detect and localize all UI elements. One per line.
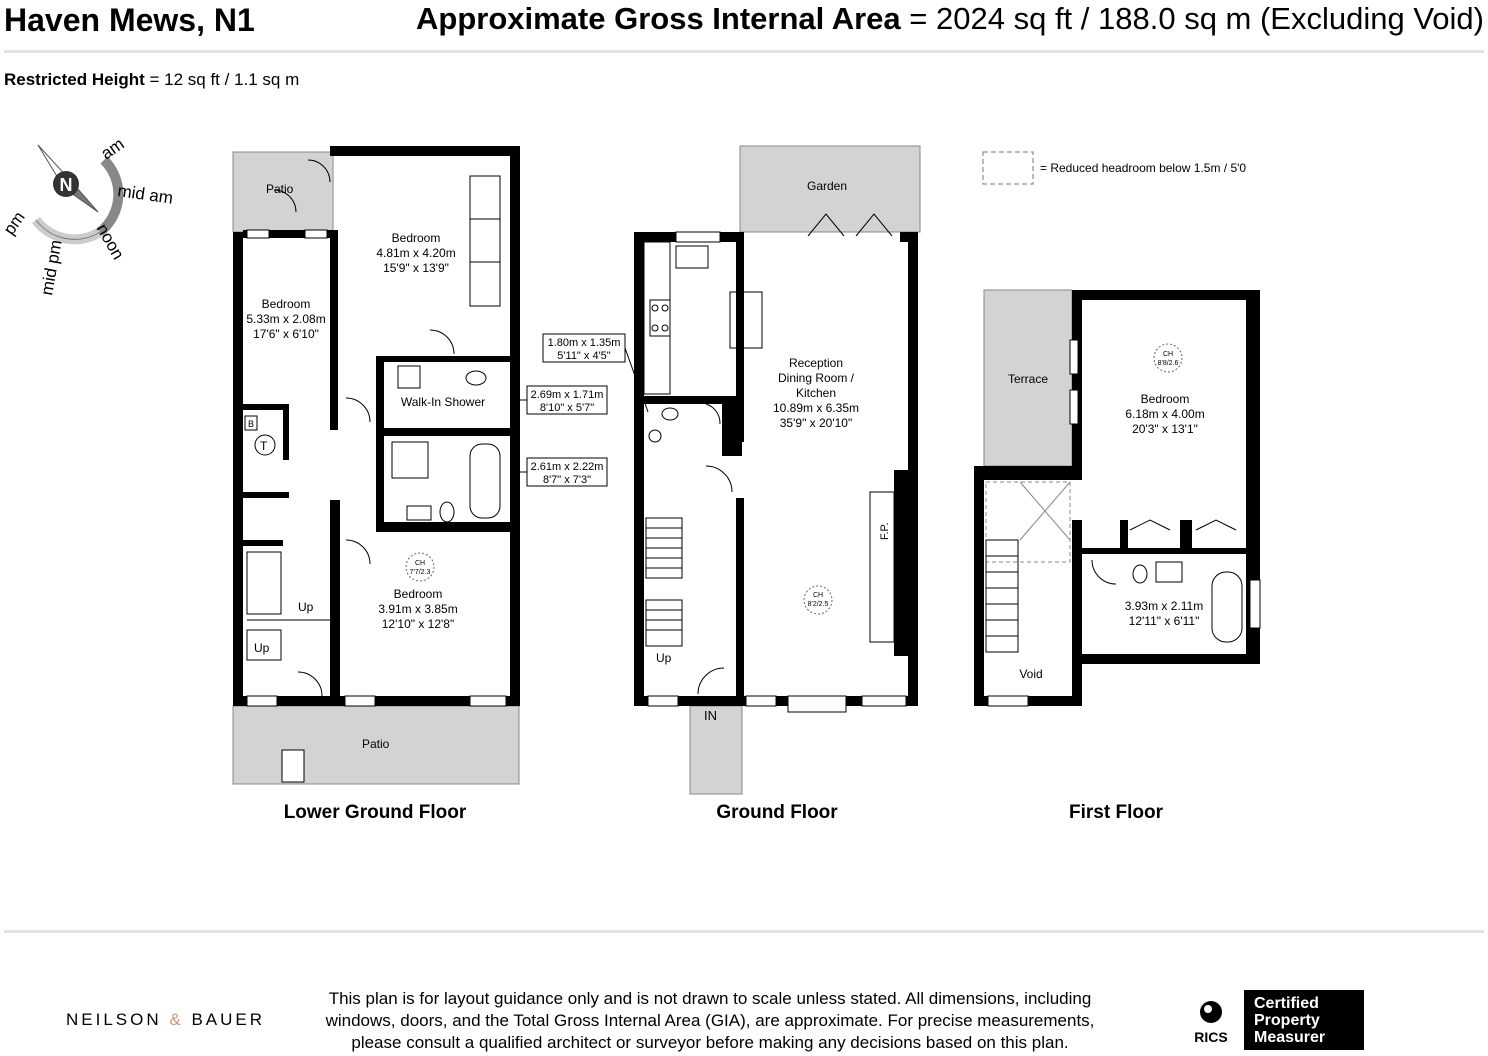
first-floor-plan: [974, 290, 1260, 823]
boiler-label: B: [248, 419, 255, 429]
ch-value-ground: 8'2/2.5: [807, 601, 829, 608]
bedroom2-imperial: 17'6" x 6'10": [253, 327, 319, 341]
patio-stair-hatch: [282, 750, 304, 782]
first-bath-metric: 3.93m x 2.11m: [1124, 599, 1204, 613]
first-bath-imperial: 12'11" x 6'11": [1128, 614, 1200, 628]
rics-logo: [1188, 996, 1234, 1046]
garden-label: Garden: [806, 179, 848, 193]
shower-name: Walk-In Shower: [400, 395, 486, 409]
area-label: Approximate Gross Internal Area: [416, 1, 901, 36]
fireplace: [870, 492, 894, 642]
kitchen-sink: [676, 246, 708, 268]
bedroom3-imperial: 12'10" x 12'8": [381, 617, 455, 631]
bedroom2-metric: 5.33m x 2.08m: [246, 312, 326, 326]
property-title: Haven Mews, N1: [4, 2, 255, 38]
shower-tray: [392, 442, 428, 478]
first-bedroom-metric: 6.18m x 4.00m: [1125, 407, 1205, 421]
ch-value-first: 8'8/2.6: [1157, 360, 1179, 367]
reception-imperial: 35'9" x 20'10": [779, 416, 853, 430]
bedroom3-name: Bedroom: [393, 587, 443, 601]
kitchen-island: [730, 292, 762, 348]
legend-swatch: [983, 152, 1033, 184]
reception-line3: Kitchen: [795, 386, 837, 400]
compass: [0, 134, 174, 297]
ch-marker-lower: [406, 553, 434, 581]
brand-right: BAUER: [191, 1010, 266, 1029]
bathtub: [470, 444, 500, 518]
compass-label-mid-pm: mid pm: [37, 238, 66, 297]
wc-metric: 1.80m x 1.35m: [547, 337, 621, 349]
disclaimer-text: This plan is for layout guidance only and is not drawn to scale unless stated. All dimensions, including windows, doors, and the Total Gross Internal Area (GIA), are approximate. For precise measurements, please consult a qualified architect or surveyor before making any decisions based on this plan.: [325, 989, 1095, 1052]
bedroom3-metric: 3.91m x 3.85m: [378, 602, 458, 616]
brand-logo: [66, 1010, 265, 1030]
lower-ground-floor-plan: [233, 146, 607, 823]
bedroom2-name: Bedroom: [261, 297, 311, 311]
cert-line2: Property: [1254, 1012, 1320, 1029]
ch-marker-first: [1154, 344, 1182, 372]
first-bedroom-imperial: 20'3" x 13'1": [1132, 422, 1198, 436]
terrace-label: Terrace: [1007, 372, 1049, 386]
restricted-label: Restricted Height: [4, 70, 145, 89]
compass-label-am: am: [97, 134, 128, 164]
bedroom1-name: Bedroom: [391, 231, 441, 245]
ground-floor-title: Ground Floor: [716, 802, 838, 823]
cert-line1: Certified: [1254, 995, 1319, 1012]
reception-line2: Dining Room /: [777, 371, 855, 385]
footer-divider: [4, 930, 1484, 933]
reception-line1: Reception: [788, 356, 844, 370]
ch-label-ground: CH: [812, 592, 824, 599]
compass-label-noon: noon: [92, 220, 128, 263]
brand-amp: &: [169, 1010, 184, 1029]
rics-label: RICS: [1194, 1029, 1228, 1045]
legend-text: = Reduced headroom below 1.5m / 5'0: [1040, 161, 1247, 175]
area-value: = 2024 sq ft / 188.0 sq m (Excluding Void): [909, 1, 1484, 36]
lower-floor-title: Lower Ground Floor: [283, 802, 467, 823]
fp-label: F.P.: [879, 522, 891, 540]
first-bedroom-name: Bedroom: [1140, 392, 1190, 406]
bath-metric: 2.61m x 2.22m: [530, 461, 604, 473]
shower-metric: 2.69m x 1.71m: [530, 389, 604, 401]
compass-label-pm: pm: [0, 208, 29, 239]
brand-left: NEILSON: [66, 1010, 162, 1029]
first-floor-title: First Floor: [1069, 802, 1163, 823]
shower-imperial: 8'10" x 5'7": [539, 402, 595, 414]
ch-label-first: CH: [1162, 351, 1174, 358]
restricted-value: = 12 sq ft / 1.1 sq m: [149, 70, 300, 89]
lower-stair: [247, 552, 281, 614]
patio-top-label: Patio: [266, 182, 294, 196]
ground-up-label: Up: [656, 651, 672, 665]
compass-north-label: N: [59, 175, 73, 195]
up-label-2: Up: [254, 641, 270, 655]
compass-label-mid-am: mid am: [116, 181, 175, 208]
ch-label-lower: CH: [414, 560, 426, 567]
entrance-label: IN: [704, 708, 717, 723]
first-stair: [986, 540, 1018, 652]
patio-bottom-label: Patio: [362, 737, 390, 751]
cert-line3: Measurer: [1254, 1029, 1326, 1046]
ch-marker-ground: [804, 586, 832, 614]
first-bathtub: [1212, 572, 1242, 642]
ch-value-lower: 7'7/2.3: [409, 569, 431, 576]
certified-property-measurer-badge: [1244, 990, 1364, 1050]
wardrobe: [470, 176, 500, 306]
void-label: Void: [1019, 667, 1043, 681]
tank-label: T: [260, 439, 268, 453]
rics-emblem-icon: [1200, 1001, 1222, 1023]
bedroom1-imperial: 15'9" x 13'9": [383, 261, 449, 275]
bath-imperial: 8'7" x 7'3": [542, 474, 592, 486]
bedroom1-metric: 4.81m x 4.20m: [376, 246, 456, 260]
wc-imperial: 5'11" x 4'5": [557, 350, 611, 362]
up-label-1: Up: [298, 600, 314, 614]
reception-metric: 10.89m x 6.35m: [772, 401, 860, 415]
